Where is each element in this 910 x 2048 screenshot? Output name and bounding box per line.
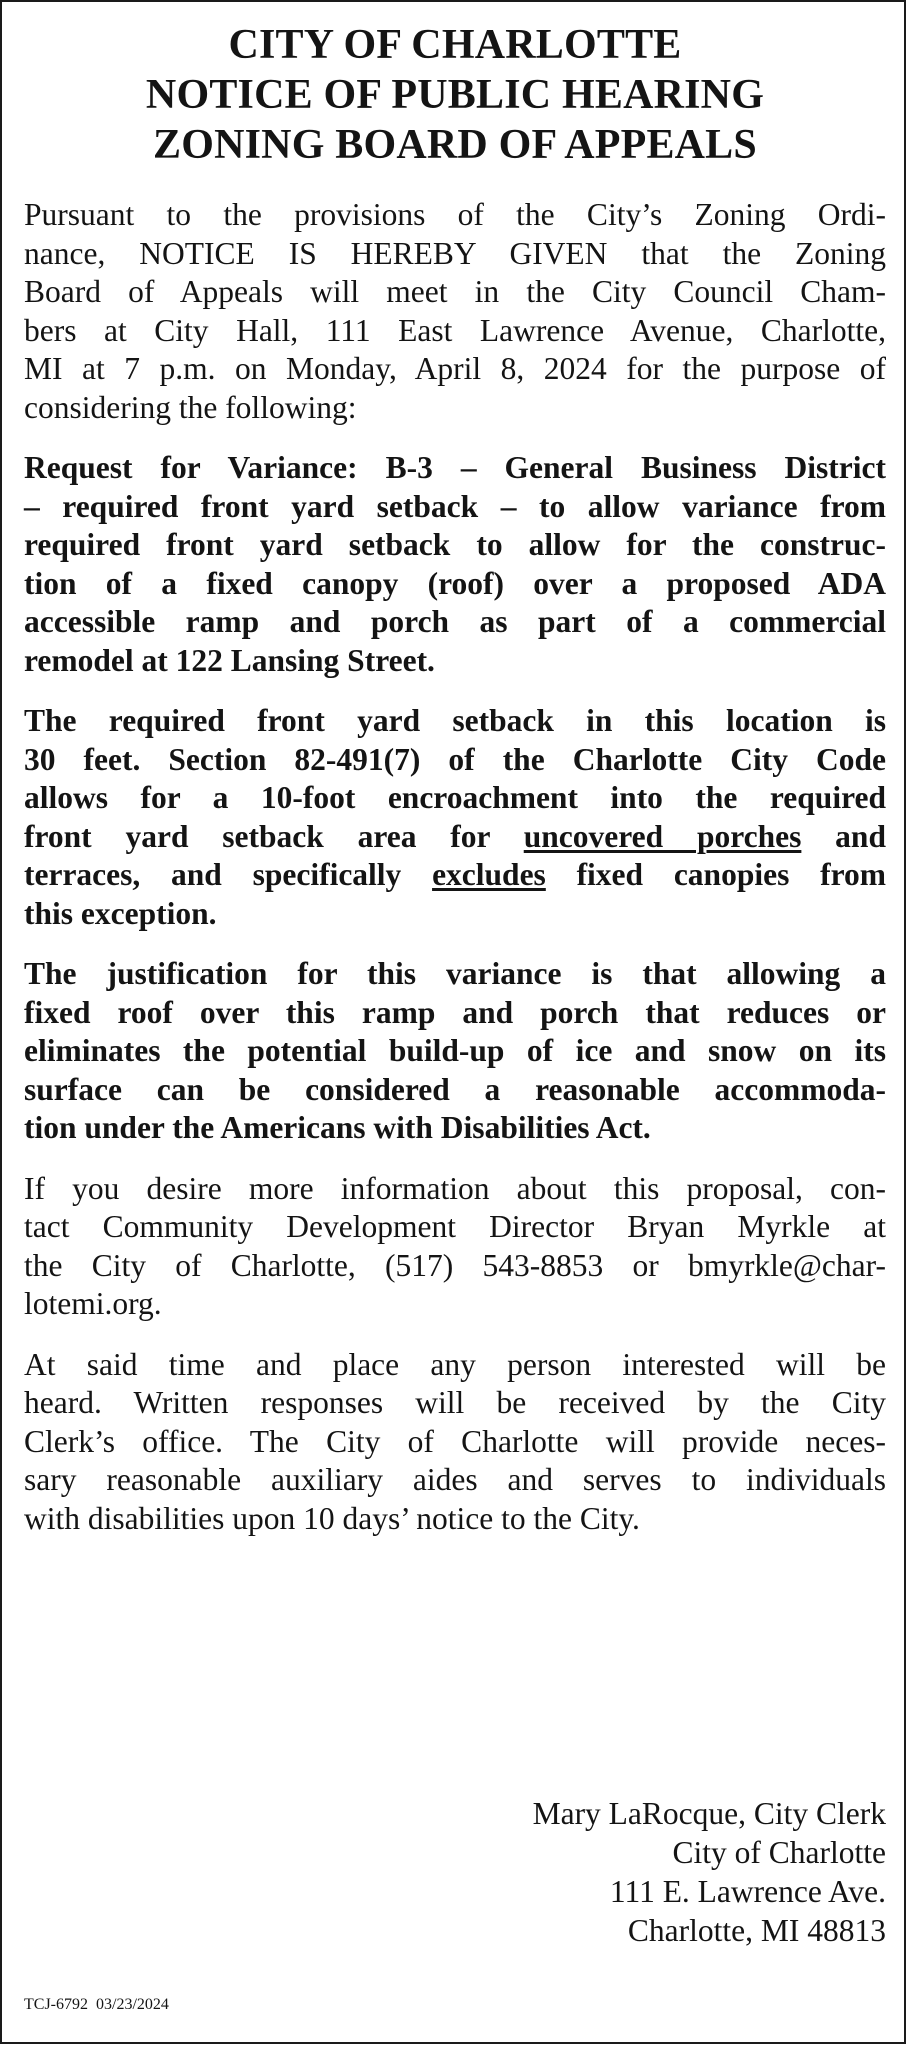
intro-line: MI at 7 p.m. on Monday, April 8, 2024 for the purpose of — [24, 351, 886, 386]
setback-line: The required front yard setback in this location is — [24, 703, 886, 738]
setback-line: this exception. — [24, 895, 217, 931]
setback-paragraph — [24, 702, 886, 933]
intro-line: Pursuant to the provisions of the City’s Zoning Ordi- — [24, 197, 886, 232]
header-notice: NOTICE OF PUBLIC HEARING — [145, 72, 765, 118]
publication-code: TCJ-6792 03/23/2024 — [24, 1996, 169, 2013]
intro-line: Board of Appeals will meet in the City Council Cham- — [24, 274, 886, 309]
request-line: required front yard setback to allow for the construc- — [24, 527, 886, 562]
notice-body — [24, 196, 886, 1560]
signature-block — [533, 1794, 886, 1950]
setback-text: fixed canopies from — [545, 857, 886, 892]
request-line: – required front yard setback – to allow variance from — [24, 488, 886, 524]
intro-line: nance, NOTICE IS HEREBY GIVEN that the Zoning — [24, 235, 886, 271]
setback-line — [24, 856, 886, 895]
request-line: accessible ramp and porch as part of a commercial — [24, 604, 886, 639]
justification-line: surface can be considered a reasonable accommoda- — [24, 1071, 886, 1107]
setback-line — [24, 818, 886, 857]
notice-header — [0, 20, 910, 170]
justification-line: fixed roof over this ramp and porch that reduces or — [24, 994, 886, 1030]
underlined-excludes: excludes — [432, 857, 546, 892]
contact-line: the City of Charlotte, (517) 543-8853 or bmyrkle@char- — [24, 1247, 886, 1283]
hearing-line: Clerk’s office. The City of Charlotte will provide neces- — [24, 1423, 886, 1459]
intro-line: bers at City Hall, 111 East Lawrence Avenue, Charlotte, — [24, 312, 886, 348]
hearing-line: heard. Written responses will be received by the City — [24, 1385, 886, 1420]
intro-paragraph — [24, 196, 886, 427]
justification-line: tion under the Americans with Disabilities Act. — [24, 1110, 651, 1145]
hearing-line: with disabilities upon 10 days’ notice to the City. — [24, 1500, 640, 1536]
setback-line: 30 feet. Section 82-491(7) of the Charlotte City Code — [24, 741, 886, 777]
request-line: Request for Variance: B-3 – General Business District — [24, 450, 886, 485]
setback-text: front yard setback area for — [24, 818, 524, 854]
hearing-paragraph — [24, 1346, 886, 1539]
signature-city: Charlotte, MI 48813 — [627, 1913, 886, 1948]
signature-org: City of Charlotte — [672, 1835, 886, 1870]
signature-street: 111 E. Lawrence Ave. — [609, 1874, 886, 1909]
intro-line: considering the following: — [24, 389, 357, 425]
contact-paragraph — [24, 1170, 886, 1324]
setback-text: and — [801, 818, 886, 854]
justification-paragraph — [24, 955, 886, 1148]
setback-line: allows for a 10-foot encroachment into the required — [24, 780, 886, 815]
justification-line: The justification for this variance is that allowing a — [24, 956, 886, 991]
request-line: remodel at 122 Lansing Street. — [24, 642, 435, 678]
request-line: tion of a fixed canopy (roof) over a proposed ADA — [24, 565, 886, 601]
header-city: CITY OF CHARLOTTE — [228, 22, 682, 68]
hearing-line: At said time and place any person interested will be — [24, 1346, 886, 1382]
contact-line: lotemi.org. — [24, 1286, 162, 1321]
justification-line: eliminates the potential build-up of ice and snow on its — [24, 1033, 886, 1068]
contact-line: tact Community Development Director Bryan Myrkle at — [24, 1209, 886, 1244]
underlined-uncovered-porches: uncovered porches — [523, 818, 802, 854]
signature-name: Mary LaRocque, City Clerk — [532, 1796, 886, 1831]
hearing-line: sary reasonable auxiliary aides and serves to individuals — [24, 1462, 886, 1497]
variance-request-paragraph — [24, 449, 886, 680]
setback-text: terraces, and specifically — [24, 857, 433, 892]
contact-line: If you desire more information about this proposal, con- — [24, 1170, 886, 1206]
header-board: ZONING BOARD OF APPEALS — [153, 122, 757, 168]
